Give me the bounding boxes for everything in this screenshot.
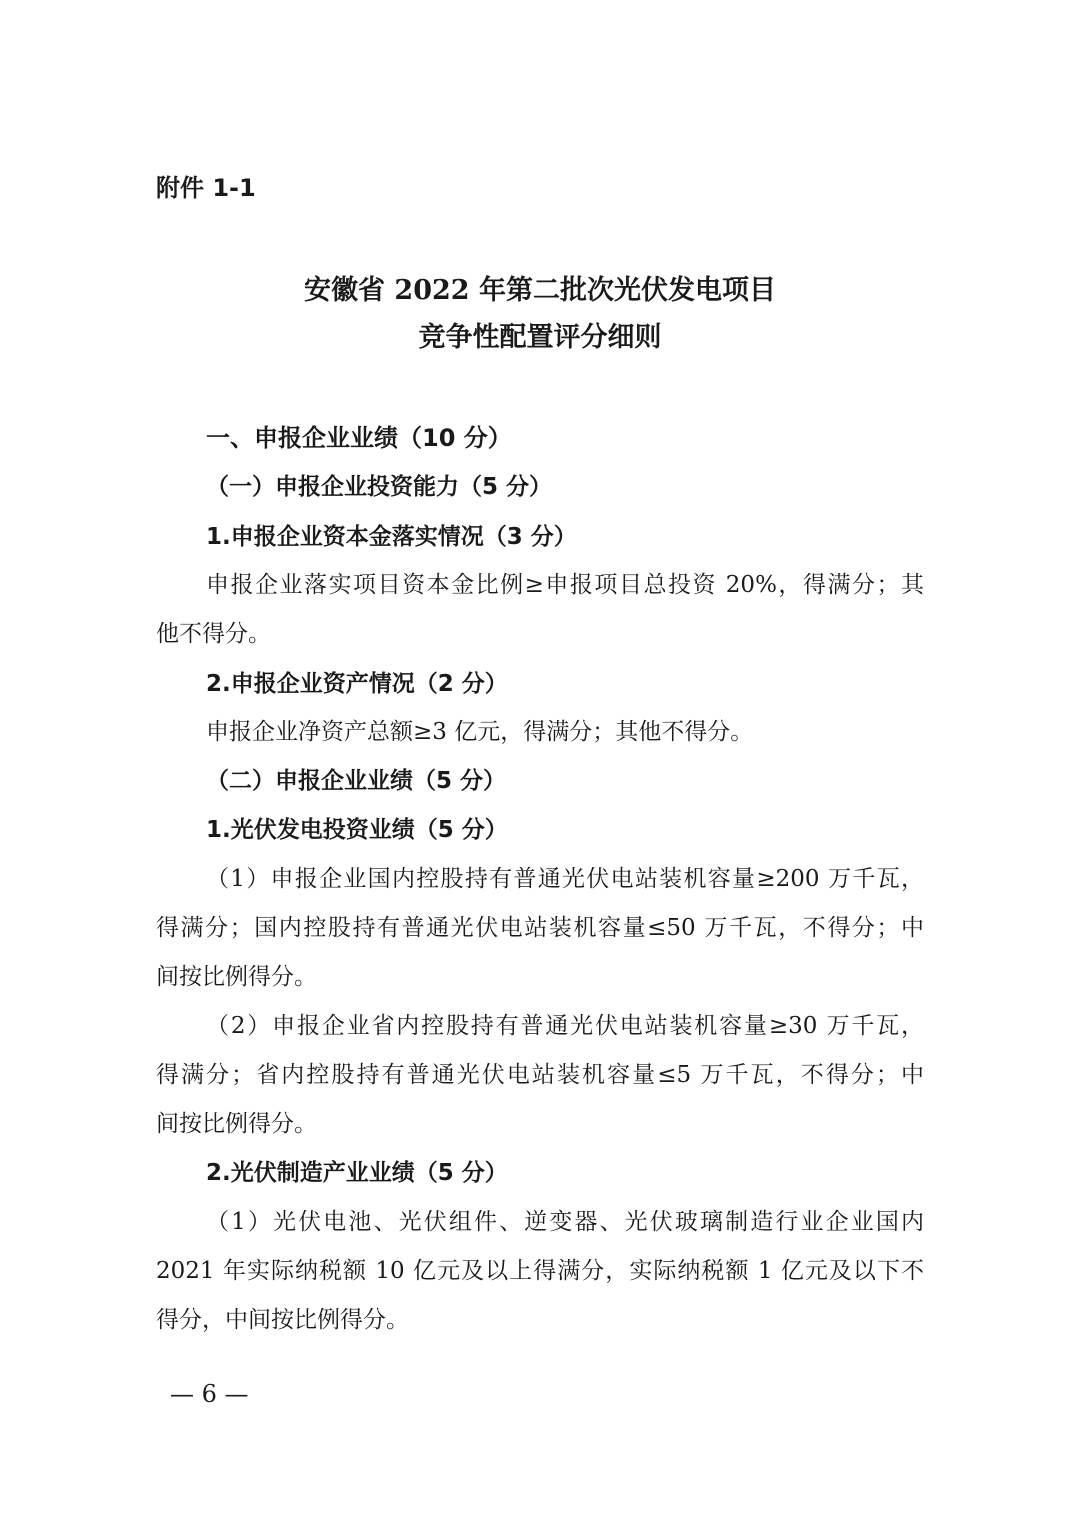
annex-label: 附件 1-1 [156,174,256,202]
item-heading-assets: 2.申报企业资产情况（2 分） [206,671,508,697]
paragraph-line: 间按比例得分。 [156,964,317,990]
paragraph-line: 申报企业净资产总额≥3 亿元，得满分；其他不得分。 [206,719,754,745]
document-title-line2: 竞争性配置评分细则 [418,322,662,353]
document-title-line1: 安徽省 2022 年第二批次光伏发电项目 [304,275,776,306]
paragraph-line: （1）光伏电池、光伏组件、逆变器、光伏玻璃制造行业企业国内 [206,1209,924,1235]
page-number: — 6 — [170,1380,249,1408]
paragraph-line: 他不得分。 [156,621,271,647]
paragraph-line: 得分，中间按比例得分。 [156,1307,409,1333]
paragraph-line: 申报企业落实项目资本金比例≥申报项目总投资 20%，得满分；其 [206,572,924,598]
section-heading-1: 一、申报企业业绩（10 分） [206,424,512,452]
paragraph-line: 2021 年实际纳税额 10 亿元及以上得满分，实际纳税额 1 亿元及以下不 [156,1258,924,1284]
subsection-heading-1: （一）申报企业投资能力（5 分） [206,474,553,500]
item-heading-pv-investment: 1.光伏发电投资业绩（5 分） [206,817,508,843]
item-heading-capital: 1.申报企业资本金落实情况（3 分） [206,524,577,550]
paragraph-line: （2）申报企业省内控股持有普通光伏电站装机容量≥30 万千瓦， [206,1013,924,1039]
paragraph-line: （1）申报企业国内控股持有普通光伏电站装机容量≥200 万千瓦， [206,866,924,892]
paragraph-line: 得满分；国内控股持有普通光伏电站装机容量≤50 万千瓦，不得分；中 [156,915,924,941]
paragraph-line: 得满分；省内控股持有普通光伏电站装机容量≤5 万千瓦，不得分；中 [156,1062,924,1088]
item-heading-pv-manufacturing: 2.光伏制造产业业绩（5 分） [206,1160,508,1186]
paragraph-line: 间按比例得分。 [156,1111,317,1137]
subsection-heading-2: （二）申报企业业绩（5 分） [206,768,507,794]
